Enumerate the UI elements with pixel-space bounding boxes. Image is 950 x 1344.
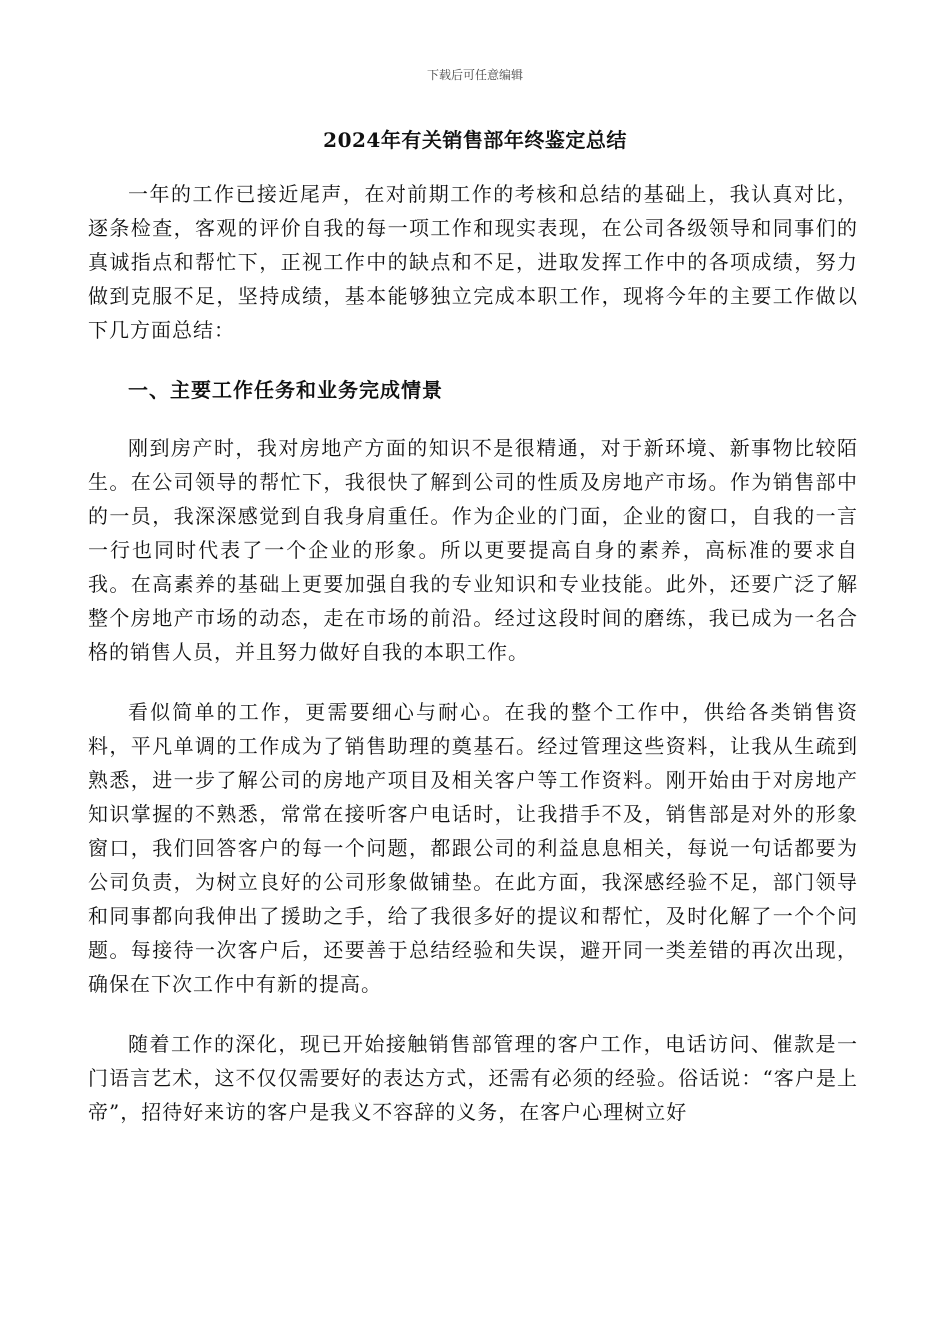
header-note: 下载后可任意编辑 xyxy=(426,68,523,82)
body-paragraph-1: 刚到房产时，我对房地产方面的知识不是很精通，对于新环境、新事物比较陌生。在公司领导的帮忙下，我很快了解到公司的性质及房地产市场。作为销售部中的一员，我深深感觉到自我身肩重任。作为企业的门面，企业的窗口，自我的一言一行也同时代表了一个企业的形象。所以更要提高自身的素养，高标准的要求自我。在高素养的基础上更要加强自我的专业知识和专业技能。此外，还要广泛了解整个房地产市场的动态，走在市场的前沿。经过这段时间的磨练，我已成为一名合格的销售人员，并且努力做好自我的本职工作。 xyxy=(88,436,858,664)
intro-paragraph: 一年的工作已接近尾声，在对前期工作的考核和总结的基础上，我认真对比，逐条检查，客观的评价自我的每一项工作和现实表现，在公司各级领导和同事们的真诚指点和帮忙下，正视工作中的缺点和不足，进取发挥工作中的各项成绩，努力做到克服不足，坚持成绩，基本能够独立完成本职工作，现将今年的主要工作做以下几方面总结： xyxy=(88,182,858,342)
section-heading: 一、主要工作任务和业务完成情景 xyxy=(128,378,443,402)
document-body xyxy=(88,177,858,1149)
body-paragraph-3: 随着工作的深化，现已开始接触销售部管理的客户工作，电话访问、催款是一门语言艺术，这不仅仅需要好的表达方式，还需有必须的经验。俗话说：“客户是上帝”，招待好来访的客户是我义不容辞的义务，在客户心理树立好 xyxy=(88,1032,858,1124)
body-paragraph-2: 看似简单的工作，更需要细心与耐心。在我的整个工作中，供给各类销售资料，平凡单调的工作成为了销售助理的奠基石。经过管理这些资料，让我从生疏到熟悉，进一步了解公司的房地产项目及相关客户等工作资料。刚开始由于对房地产知识掌握的不熟悉，常常在接听客户电话时，让我措手不及，销售部是对外的形象窗口，我们回答客户的每一个问题，都跟公司的利益息息相关，每说一句话都要为公司负责，为树立良好的公司形象做铺垫。在此方面，我深感经验不足，部门领导和同事都向我伸出了援助之手，给了我很多好的提议和帮忙，及时化解了一个个问题。每接待一次客户后，还要善于总结经验和失误，避开同一类差错的再次出现，确保在下次工作中有新的提高。 xyxy=(88,700,858,996)
document-title: 2024年有关销售部年终鉴定总结 xyxy=(323,128,627,152)
